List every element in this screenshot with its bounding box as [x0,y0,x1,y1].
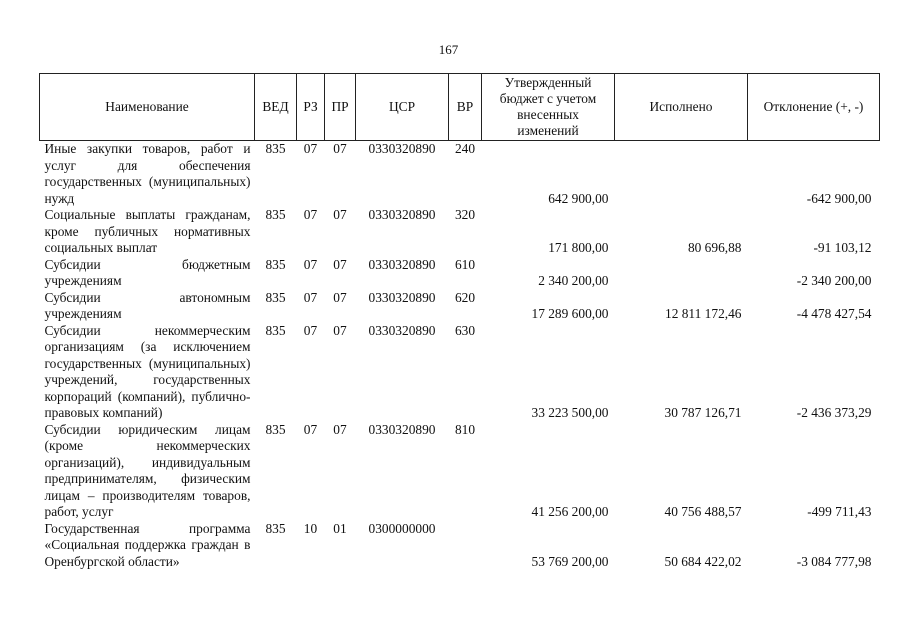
row-pr: 07 [333,141,347,156]
table-row [40,323,880,422]
row-approved: 17 289 600,00 [531,306,609,321]
row-ved: 835 [265,256,286,272]
row-pr: 07 [333,256,347,272]
row-approved: 171 800,00 [548,240,609,255]
row-name: Социальные выплаты гражданам, кроме публичных нормативных социальных выплат [44,207,251,255]
header-rz: РЗ [297,74,325,141]
row-deviation: -499 711,43 [807,504,872,519]
row-pr: 01 [333,520,347,536]
row-approved: 41 256 200,00 [531,504,609,519]
row-vr: 620 [454,289,476,305]
row-vr: 810 [454,421,476,437]
row-csr: 0330320890 [368,322,436,338]
row-deviation: -2 436 373,29 [796,405,872,420]
header-approved: Утвержденный бюджет с учетом внесенных изменений [482,74,615,141]
row-vr: 320 [454,207,476,222]
table-row [40,257,880,290]
row-rz: 07 [303,322,318,338]
row-approved: 642 900,00 [548,190,609,206]
row-deviation: -2 340 200,00 [796,273,872,288]
row-approved: 53 769 200,00 [531,553,609,569]
row-rz: 07 [303,421,318,437]
row-vr: 630 [454,322,476,338]
row-pr: 07 [333,421,347,437]
header-pr: ПР [325,74,356,141]
table-header-row [40,74,880,141]
row-approved: 2 340 200,00 [538,273,609,288]
row-csr: 0300000000 [368,520,436,536]
row-vr: 610 [454,256,476,272]
row-csr: 0330320890 [368,256,436,272]
row-ved: 835 [265,421,286,437]
row-name: Субсидии некоммерческим организациям (за исключением государственных (муниципальных) учреждений, государственных корпораций (компаний), публично-правовых компаний) [44,322,251,420]
row-deviation: -642 900,00 [806,190,872,206]
table-row [40,141,880,208]
row-executed: 30 787 126,71 [664,405,742,420]
row-rz: 07 [303,207,318,222]
row-csr: 0330320890 [368,141,436,156]
header-vr: ВР [449,74,482,141]
row-name: Государственная программа «Социальная поддержка граждан в Оренбургской области» [44,520,251,569]
row-pr: 07 [333,207,347,222]
row-deviation: -4 478 427,54 [796,306,872,321]
header-ved: ВЕД [255,74,297,141]
row-deviation: -91 103,12 [813,240,872,255]
row-executed: 80 696,88 [687,240,742,255]
row-executed [615,257,748,290]
row-ved: 835 [265,207,286,222]
row-name: Субсидии юридическим лицам (кроме некоммерческих организаций), индивидуальным предпринимателям, физическим лицам – производителям товаров, работ, услуг [44,421,251,519]
header-deviation: Отклонение (+, -) [748,74,880,141]
row-executed: 12 811 172,46 [665,306,742,321]
table-row [40,521,880,571]
row-rz: 07 [303,256,318,272]
row-csr: 0330320890 [368,289,436,305]
row-executed: 40 756 488,57 [664,504,742,519]
row-rz: 10 [303,520,318,536]
row-csr: 0330320890 [368,207,436,222]
page-number: 167 [438,42,459,57]
row-pr: 07 [333,289,347,305]
row-csr: 0330320890 [368,421,436,437]
header-csr: ЦСР [356,74,449,141]
row-executed: 50 684 422,02 [664,553,742,569]
header-name: Наименование [40,74,255,141]
row-vr [449,521,482,571]
row-rz: 07 [303,289,318,305]
row-name: Субсидии автономным учреждениям [44,289,251,321]
row-rz: 07 [303,141,318,156]
row-ved: 835 [265,322,286,338]
budget-execution-table [39,73,880,570]
table-row [40,290,880,323]
table-row [40,207,880,257]
row-pr: 07 [333,322,347,338]
header-executed: Исполнено [615,74,748,141]
row-executed [615,141,748,208]
row-name: Иные закупки товаров, работ и услуг для обеспечения государственных (муниципальных) нужд [44,141,251,206]
row-deviation: -3 084 777,98 [796,553,872,569]
row-ved: 835 [265,141,286,156]
row-approved: 33 223 500,00 [531,405,609,420]
table-row [40,422,880,521]
row-vr: 240 [454,141,476,156]
row-ved: 835 [265,289,286,305]
row-ved: 835 [265,520,286,536]
row-name: Субсидии бюджетным учреждениям [44,256,251,288]
